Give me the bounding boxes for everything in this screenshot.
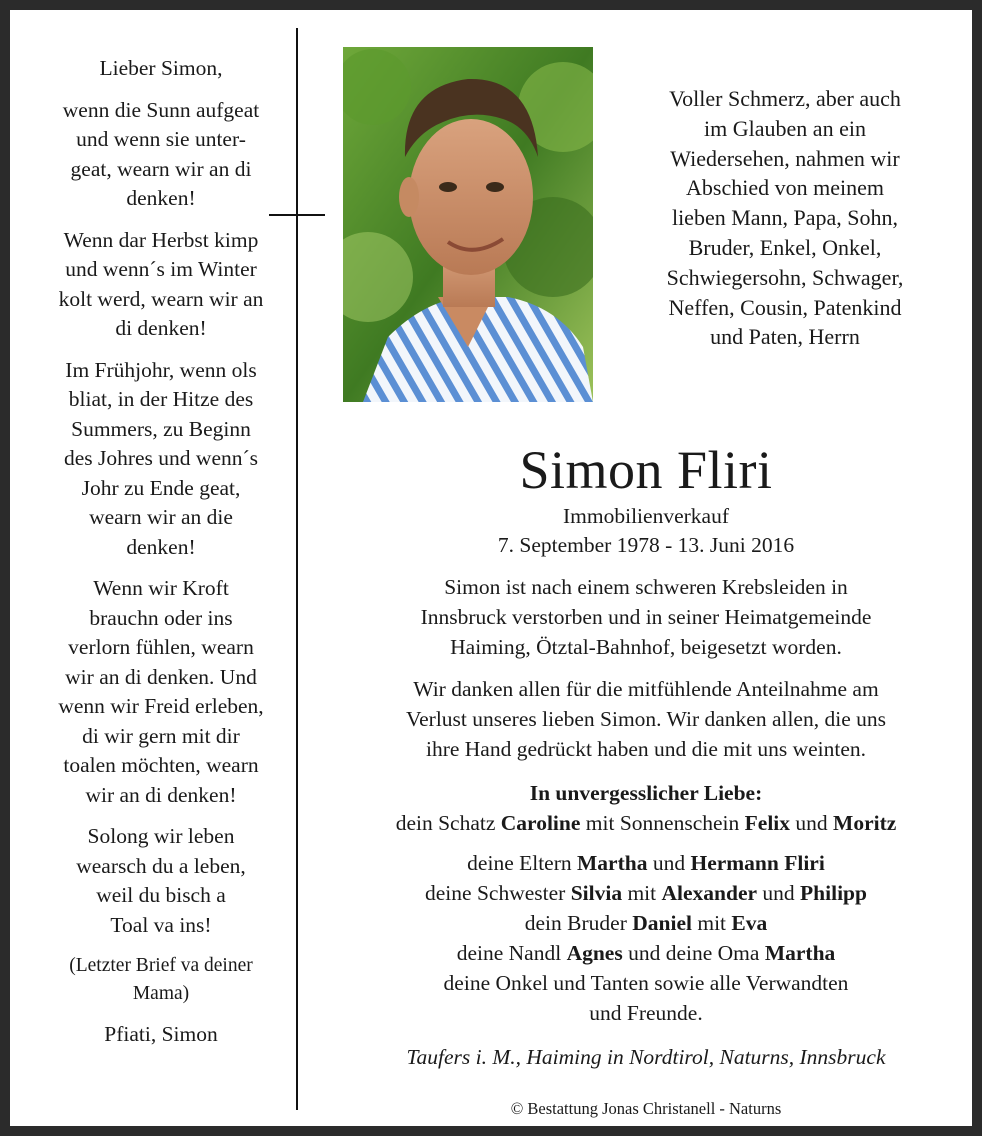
main-section: [328, 440, 964, 1072]
mourner-text: und: [647, 851, 691, 875]
mourner-text: mit: [691, 911, 732, 935]
mourner-name: Caroline: [500, 811, 581, 835]
mourners-spouse-line: [328, 808, 964, 838]
copyright-notice: © Bestattung Jonas Christanell - Naturns: [510, 1099, 782, 1118]
letter-stanza: Wenn dar Herbst kimp und wenn´s im Winter kolt werd, wearn wir an di denken!: [58, 227, 264, 340]
mourner-name: Felix: [744, 811, 791, 835]
letter-stanza: Wenn wir Kroft brauchn oder ins verlorn fühlen, wearn wir an di denken. Und wenn wir Freid erleben, di wir gern mit dir toalen möchten, wearn wir an di denken!: [58, 576, 264, 807]
mourners-family: [328, 848, 964, 1028]
mourner-text: und: [790, 811, 834, 835]
thanks-paragraph: Wir danken allen für die mitfühlende Anteilnahme am Verlust unseres lieben Simon. Wir danken allen, die uns ihre Hand gedrückt haben und die mit uns weinten.: [405, 677, 886, 761]
mourners-line: [328, 908, 964, 938]
intro-text: Voller Schmerz, aber auch im Glauben an ein Wiedersehen, nahmen wir Abschied von meinem lieben Mann, Papa, Sohn, Bruder, Enkel, Onkel, Schwiegersohn, Schwager, Neffen, Cousin, Patenkind und Paten, Herrn: [666, 86, 904, 350]
mourner-text: deine Schwester: [425, 881, 571, 905]
letter-stanza: Im Frühjohr, wenn ols bliat, in der Hitze des Summers, zu Beginn des Johres und wenn´s Johr zu Ende geat, wearn wir an die denken!: [63, 357, 259, 559]
letter-stanza: wenn die Sunn aufgeat und wenn sie unter- geat, wearn wir an di denken!: [62, 97, 260, 210]
mourners-line: [328, 998, 964, 1028]
mourner-name: Daniel: [632, 911, 692, 935]
mourner-text: deine Nandl: [456, 941, 567, 965]
mourner-text: deine Eltern: [467, 851, 578, 875]
death-notice-paragraph: Simon ist nach einem schweren Krebsleiden in Innsbruck verstorben und in seiner Heimatgemeinde Haiming, Ötztal-Bahnhof, beigesetzt worden.: [420, 575, 872, 659]
mourner-name: Agnes: [566, 941, 623, 965]
mourner-text: deine Onkel und Tanten sowie alle Verwandten: [443, 971, 849, 995]
letter-column: [30, 54, 292, 1062]
deceased-name: Simon Fliri: [519, 440, 773, 500]
mourners-line: [328, 968, 964, 998]
mourners-line: [328, 938, 964, 968]
letter-farewell: Pfiati, Simon: [104, 1022, 218, 1046]
mourner-text: dein Bruder: [524, 911, 633, 935]
letter-note: (Letzter Brief va deiner Mama): [69, 955, 253, 1004]
mourner-name: Martha: [577, 851, 648, 875]
mourner-name: Alexander: [661, 881, 758, 905]
mourners-line: [328, 878, 964, 908]
mourners-title: In unvergesslicher Liebe:: [529, 781, 763, 805]
letter-stanza: Solong wir leben wearsch du a leben, weil du bisch a Toal va ins!: [76, 824, 246, 937]
deceased-profession: Immobilienverkauf: [563, 504, 729, 528]
cross-vertical-bar: [296, 28, 298, 1110]
cross-horizontal-bar: [269, 214, 325, 216]
mourner-text: und: [757, 881, 801, 905]
mourner-text: und deine Oma: [622, 941, 765, 965]
mourner-name: Moritz: [833, 811, 897, 835]
letter-greeting: Lieber Simon,: [99, 56, 223, 80]
mourners-line: [328, 848, 964, 878]
portrait-photo-icon: [343, 47, 593, 402]
portrait-photo: [343, 47, 593, 402]
mourner-name: Martha: [764, 941, 836, 965]
mourner-text: mit Sonnenschein: [580, 811, 745, 835]
mourner-text: dein Schatz: [395, 811, 501, 835]
places-line: Taufers i. M., Haiming in Nordtirol, Naturns, Innsbruck: [406, 1045, 886, 1069]
life-dates: 7. September 1978 - 13. Juni 2016: [497, 533, 795, 557]
mourner-name: Eva: [731, 911, 768, 935]
mourner-text: und Freunde.: [589, 1001, 703, 1025]
mourner-text: mit: [622, 881, 662, 905]
mourner-name: Silvia: [570, 881, 623, 905]
obituary-card: [10, 10, 972, 1126]
mourner-name: Hermann Fliri: [690, 851, 825, 875]
mourner-name: Philipp: [800, 881, 867, 905]
